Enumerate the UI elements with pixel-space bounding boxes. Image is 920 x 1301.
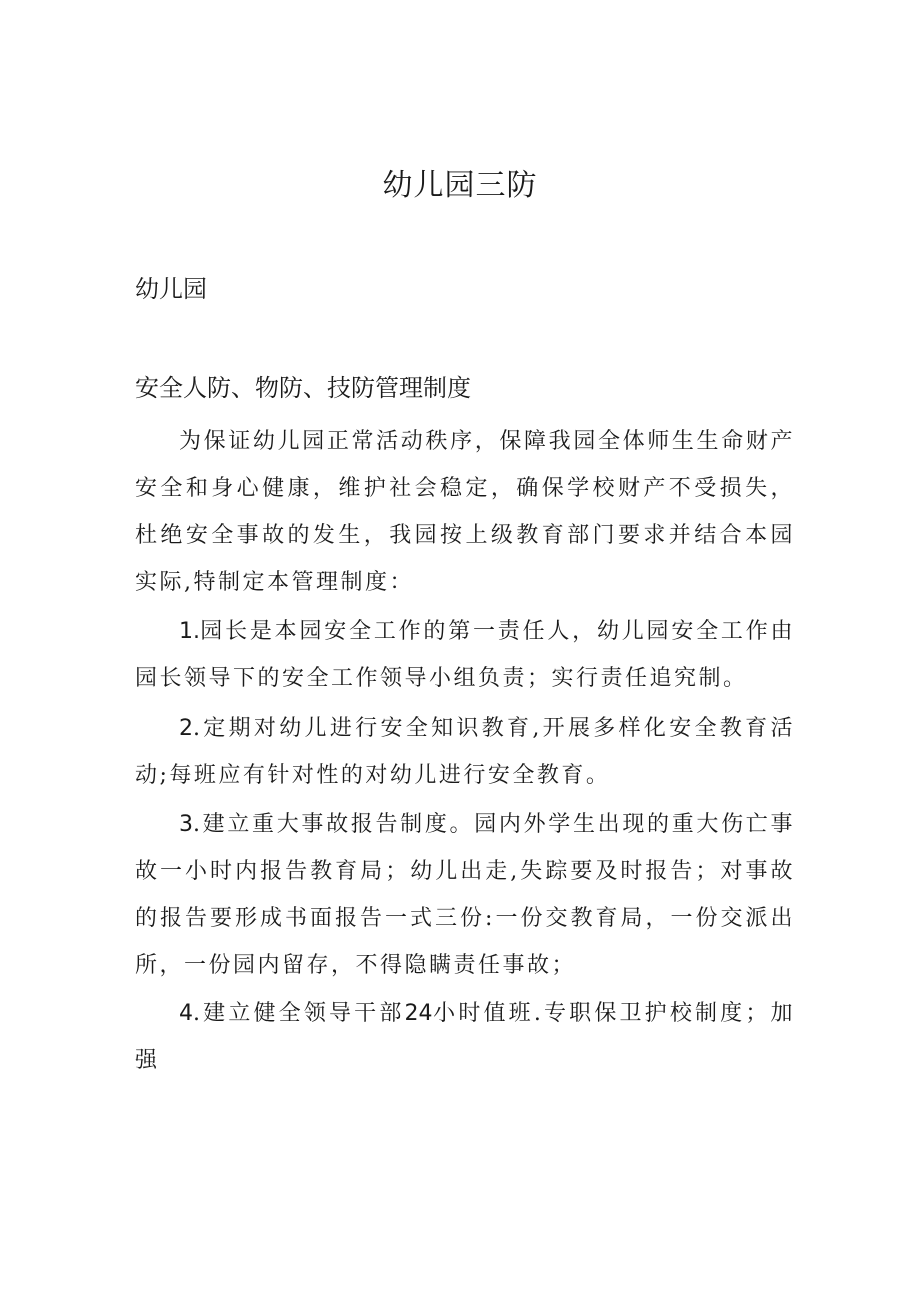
list-item-4: [135, 990, 795, 1084]
list-item-text: .建立重大事故报告制度。园内外学生出现的重大伤亡事故一小时内报告教育局；幼儿出走,失踪要及时报告；对事故的报告要形成书面报告一式三份:一份交教育局，一份交派出所，一份园内留存，不得隐瞒责任事故；: [135, 812, 795, 978]
list-item-number: 2: [179, 716, 193, 741]
organization-name: 幼儿园: [135, 275, 207, 303]
list-item-number: 3: [179, 812, 193, 837]
list-item-text-continued: 小时值班.专职保卫护校制度；加强: [135, 1001, 795, 1073]
list-item-2: [135, 705, 795, 799]
intro-paragraph: 为保证幼儿园正常活动秩序，保障我园全体师生生命财产安全和身心健康，维护社会稳定，确保学校财产不受损失，杜绝安全事故的发生，我园按上级教育部门要求并结合本园实际,特制定本管理制度：: [135, 429, 795, 595]
list-item-3: [135, 801, 795, 989]
document-title: 幼儿园三防: [382, 168, 538, 203]
list-item-number: 4: [179, 1001, 193, 1026]
list-item-text: .建立健全领导干部: [193, 1001, 405, 1026]
list-item-text: .定期对幼儿进行安全知识教育,开展多样化安全教育活动;每班应有针对性的对幼儿进行安全教育。: [135, 716, 795, 788]
duty-hours-value: 24: [404, 1001, 433, 1026]
list-item-1: [135, 608, 795, 702]
section-heading: 安全人防、物防、技防管理制度: [135, 374, 471, 402]
list-item-number: 1.: [179, 619, 200, 644]
list-item-text: 园长是本园安全工作的第一责任人，幼儿园安全工作由园长领导下的安全工作领导小组负责；实行责任追究制。: [135, 619, 795, 691]
